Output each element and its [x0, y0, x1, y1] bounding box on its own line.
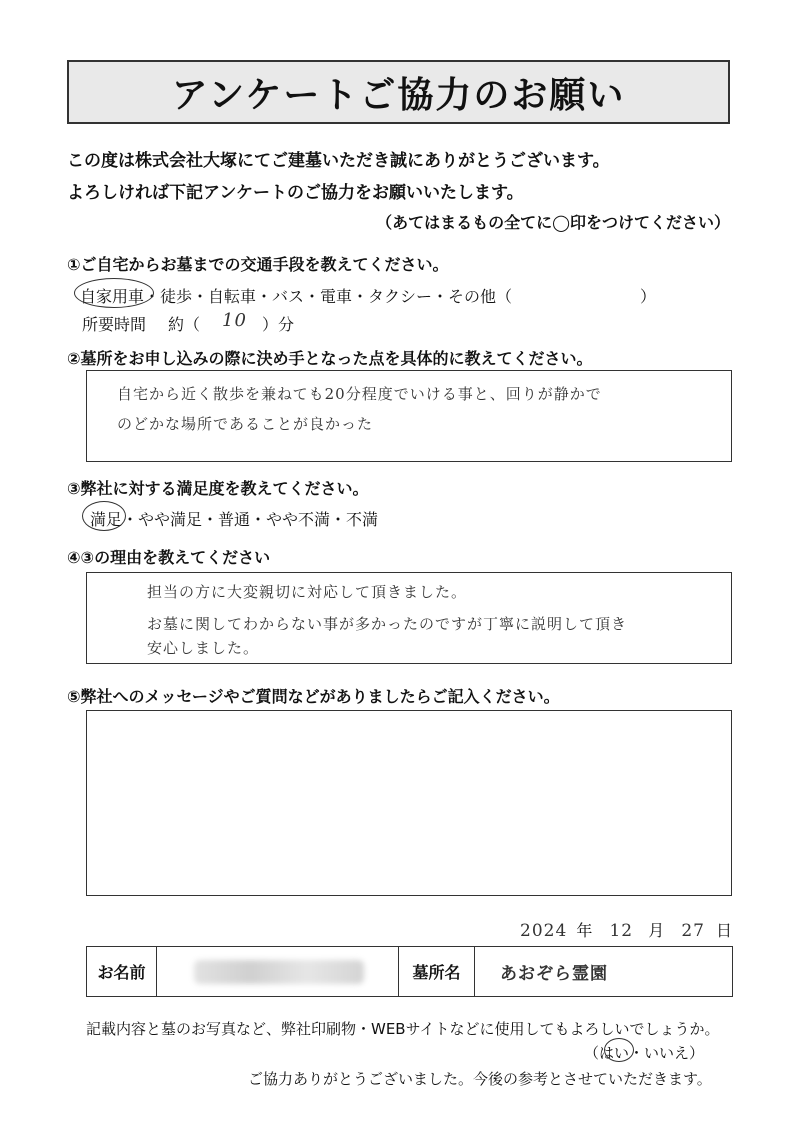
- name-field[interactable]: [157, 947, 399, 997]
- date-row: [520, 918, 732, 941]
- intro-line-1: この度は株式会社大塚にてご建墓いただき誠にありがとうございます。: [67, 151, 610, 171]
- cemetery-value: あおぞら霊園: [500, 964, 608, 984]
- name-label: お名前: [87, 947, 157, 997]
- travel-time-label: 所要時間: [82, 315, 147, 334]
- q2-answer-line-2: のどかな場所であることが良かった: [117, 415, 374, 433]
- consent-yes-circle: [604, 1038, 634, 1062]
- signature-table: [86, 946, 733, 997]
- q1-options: 自家用車・徒歩・自転車・バス・電車・タクシー・その他（ ）: [80, 287, 657, 306]
- closing-message: ご協力ありがとうございました。今後の参考とさせていただきます。: [248, 1070, 712, 1088]
- consent-answer: （はい・いいえ）: [584, 1044, 705, 1062]
- date-month[interactable]: 12: [609, 921, 634, 941]
- q2-answer-box[interactable]: [86, 370, 732, 462]
- q2-answer-line-1: 自宅から近く散歩を兼ねても20分程度でいける事と、回りが静かで: [117, 385, 602, 403]
- q4-answer-line-3: 安心しました。: [147, 639, 260, 657]
- question-4-label: ④③の理由を教えてください: [67, 548, 271, 567]
- consent-question: 記載内容と墓のお写真など、弊社印刷物・WEBサイトなどに使用してもよろしいでしょうか。: [86, 1020, 720, 1038]
- question-2-label: ②墓所をお申し込みの際に決め手となった点を具体的に教えてください。: [67, 349, 593, 368]
- date-day[interactable]: 27: [681, 921, 705, 941]
- date-year-label: 年: [576, 921, 593, 940]
- q3-options: 満足・やや満足・普通・やや不満・不満: [90, 510, 379, 529]
- q4-answer-line-2: お墓に関してわからない事が多かったのですが丁寧に説明して頂き: [147, 615, 628, 633]
- satisfaction-selected-circle: [82, 501, 126, 531]
- q4-answer-box[interactable]: [86, 572, 732, 664]
- title-box: [67, 60, 730, 124]
- question-1-label: ①ご自宅からお墓までの交通手段を教えてください。: [67, 255, 449, 274]
- q4-answer-line-1: 担当の方に大変親切に対応して頂きました。: [147, 583, 468, 601]
- date-day-label: 日: [716, 921, 733, 940]
- intro-line-2: よろしければ下記アンケートのご協力をお願いいたします。: [67, 183, 524, 203]
- redacted-name: [194, 960, 364, 984]
- question-5-label: ⑤弊社へのメッセージやご質問などがありましたらご記入ください。: [67, 687, 560, 706]
- cemetery-label: 墓所名: [399, 947, 475, 997]
- q5-answer-box[interactable]: [86, 710, 732, 896]
- page-title: アンケートご協力のお願い: [171, 74, 626, 116]
- travel-time-suffix: ）分: [262, 315, 295, 334]
- question-3-label: ③弊社に対する満足度を教えてください。: [67, 479, 369, 498]
- travel-time-value[interactable]: 10: [222, 310, 247, 331]
- selected-option-circle: [74, 278, 154, 308]
- date-year[interactable]: 2024: [520, 921, 568, 941]
- cemetery-field[interactable]: [475, 947, 733, 997]
- instruction-note: （あてはまるもの全てに◯印をつけてください）: [376, 213, 730, 232]
- date-month-label: 月: [648, 921, 665, 940]
- travel-time-prefix: 約（: [168, 315, 201, 334]
